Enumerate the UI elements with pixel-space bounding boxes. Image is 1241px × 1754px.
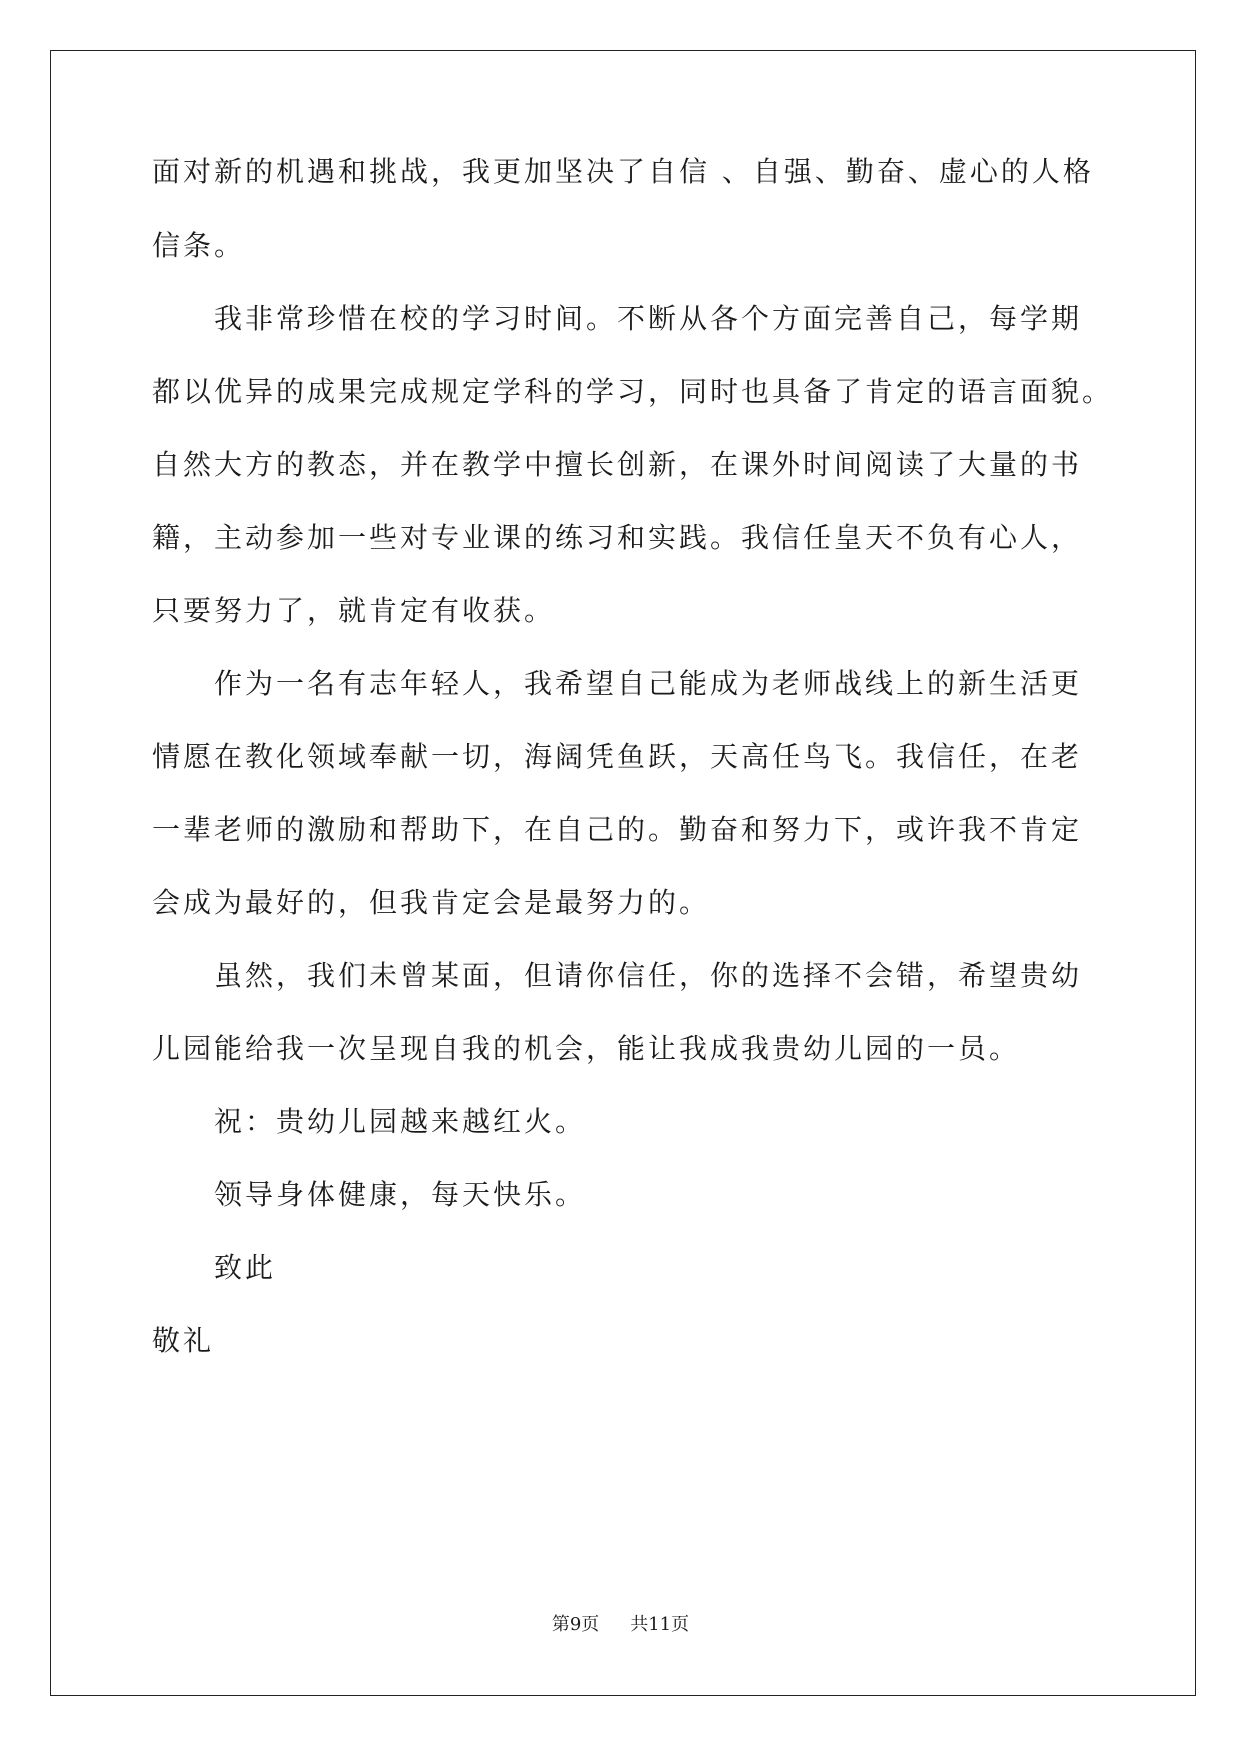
text-line: 虽然，我们未曾某面，但请你信任，你的选择不会错，希望贵幼 [214, 959, 1083, 992]
page-footer [0, 1613, 1241, 1637]
page-border [50, 50, 1196, 1696]
text-line: 面对新的机遇和挑战，我更加坚决了自信 、自强、勤奋、虚心的人格 [152, 155, 1094, 188]
text-line: 自然大方的教态，并在教学中擅长创新，在课外时间阅读了大量的书 [152, 448, 1083, 481]
total-pages: 共11页 [630, 1614, 690, 1635]
text-line: 都以优异的成果完成规定学科的学习，同时也具备了肯定的语言面貌。 [152, 375, 1114, 408]
text-line: 作为一名有志年轻人，我希望自己能成为老师战线上的新生活更 [214, 667, 1083, 700]
text-line: 情愿在教化领域奉献一切，海阔凭鱼跃，天高任鸟飞。我信任，在老 [152, 740, 1083, 773]
text-line: 儿园能给我一次呈现自我的机会，能让我成我贵幼儿园的一员。 [152, 1032, 1021, 1065]
text-line: 一辈老师的激励和帮助下，在自己的。勤奋和努力下，或许我不肯定 [152, 813, 1083, 846]
text-line: 我非常珍惜在校的学习时间。不断从各个方面完善自己，每学期 [214, 302, 1083, 335]
text-line: 会成为最好的，但我肯定会是最努力的。 [152, 886, 711, 919]
text-line: 信条。 [152, 229, 246, 262]
text-line: 籍，主动参加一些对专业课的练习和实践。我信任皇天不负有心人， [152, 521, 1083, 554]
greeting-line: 领导身体健康，每天快乐。 [214, 1178, 587, 1211]
closing-salutation: 敬礼 [152, 1324, 215, 1357]
text-line: 只要努力了，就肯定有收获。 [152, 594, 556, 627]
greeting-line: 祝：贵幼儿园越来越红火。 [214, 1105, 587, 1138]
closing-line: 致此 [214, 1251, 277, 1284]
page-number: 第9页 [551, 1614, 600, 1635]
